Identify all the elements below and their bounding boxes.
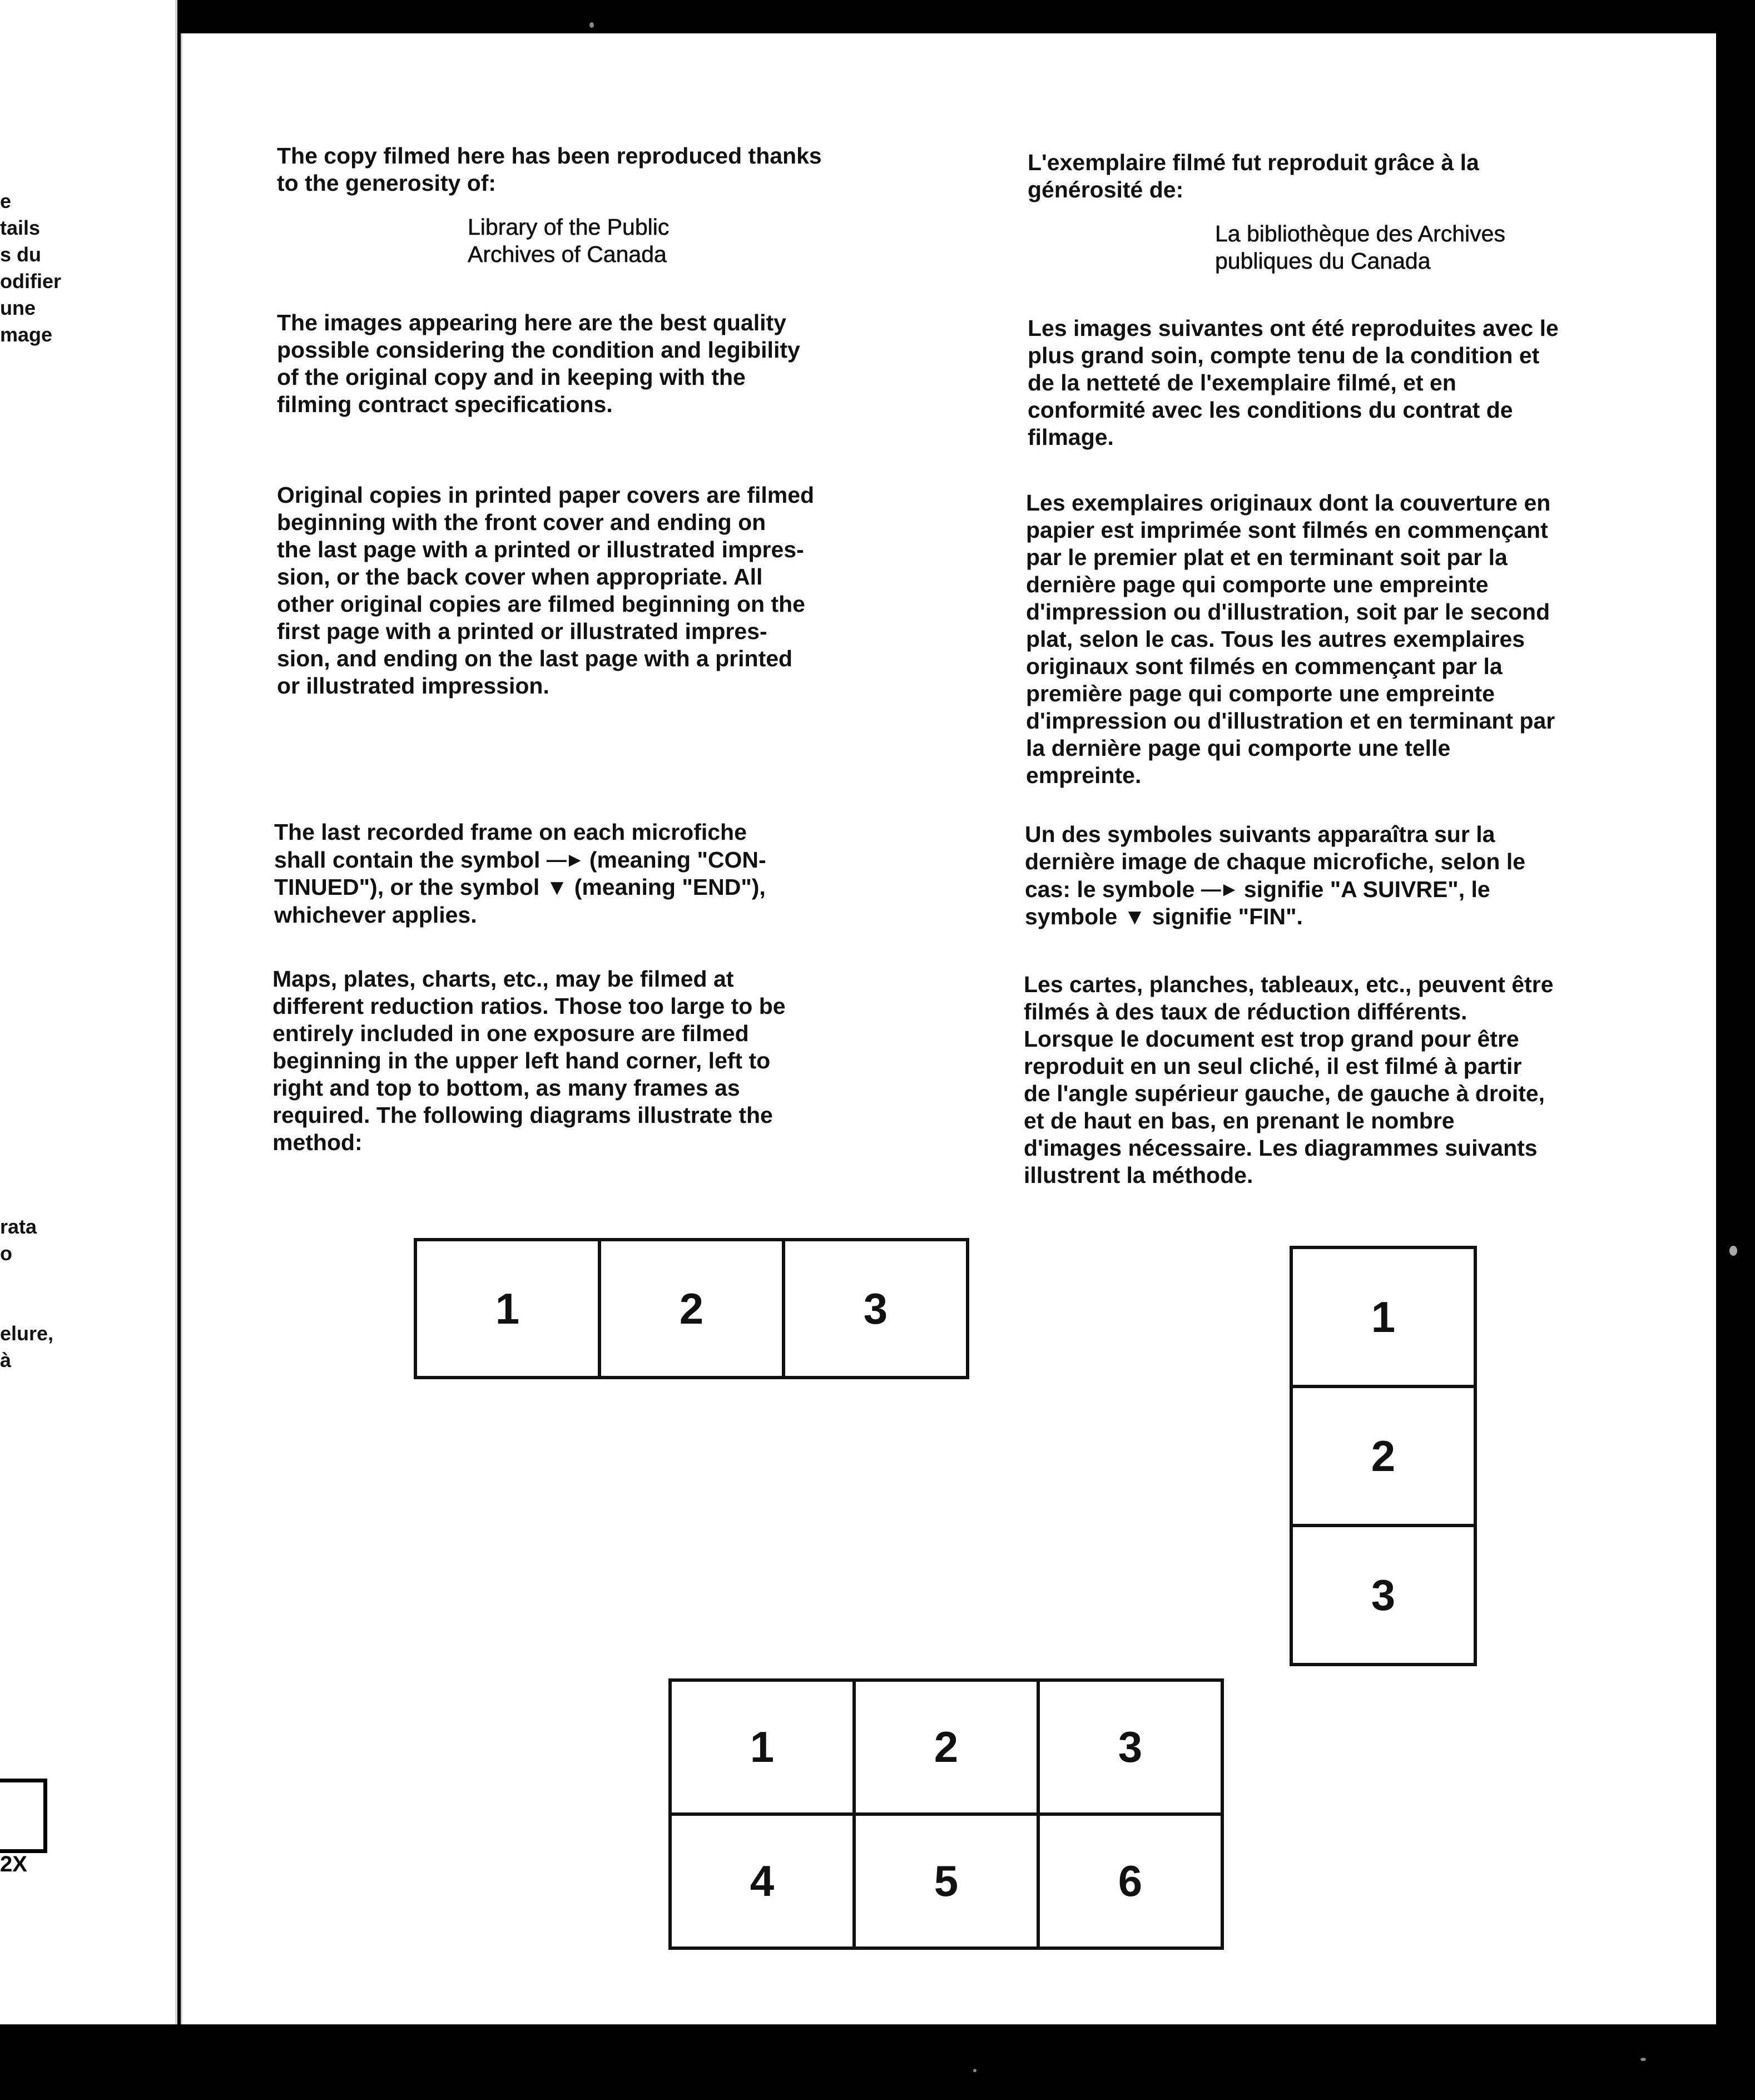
fr-maps-text: Les cartes, planches, tableaux, etc., peuvent être filmés à des taux de réduction différents. Lorsque le document est trop grand pour être reproduit en un seul cliché, il est filmé à partir de l'angle supérieur gauche, de gauche à droite, et de haut en bas, en prenant le nombre d'images nécessaire. Les diagrammes suivants illustrent la méthode. [1024,972,1554,1188]
en-library-text: Library of the Public Archives of Canada [468,214,670,267]
reduction-label: 2X [0,1852,27,1876]
scan-speck [1640,2058,1646,2061]
fr-symbols-line-4-pre: symbole [1025,904,1124,929]
fr-symbols-line-4 [1025,903,1714,931]
fr-intro-text: L'exemplaire filmé fut reproduit grâce à la générosité de: [1028,150,1479,202]
fin-triangle-icon: ▼ [1123,905,1146,929]
fr-quality [1028,315,1717,451]
a-suivre-arrow-icon: —► [1201,878,1238,900]
diagram-cell: 6 [1038,1814,1222,1948]
en-intro-text: The copy filmed here has been reproduced thanks to the generosity of: [277,143,822,196]
end-triangle-icon: ▼ [546,875,568,900]
fr-symbols-line-3-post: signifie "A SUIVRE", le [1237,876,1490,902]
en-symbols-line-1: The last recorded frame on each microfiche [274,819,747,845]
fr-symbols-line-4-post: signifie "FIN". [1146,904,1303,929]
diagram-cell: 3 [784,1240,968,1378]
fr-intro [1028,149,1717,204]
diagram-cell: 2 [599,1240,784,1378]
fr-library [1215,220,1649,275]
diagram-cell: 1 [1291,1247,1475,1386]
fr-symbols-line-2: dernière image de chaque microfiche, selon le [1025,849,1526,874]
en-intro [277,142,928,197]
fr-symbols-line-3-pre: cas: le symbole [1025,876,1201,902]
diagram-cell: 3 [1291,1526,1475,1665]
diagram-cell: 3 [1038,1680,1222,1814]
fr-symbols-line-3 [1025,875,1714,903]
diagram-cell: 4 [670,1814,854,1948]
previous-page-fragment [0,0,177,2024]
diagram-cell: 5 [854,1814,1038,1948]
en-symbols-line-2-pre: shall contain the symbol [274,847,547,873]
en-original [277,482,928,700]
diagram-horizontal [414,1238,969,1379]
left-fragment-text-1: e tails s du odifier une mage [0,190,62,346]
en-quality-text: The images appearing here are the best quality possible considering the condition and legibility of the original copy and in keeping with the filming contract specifications. [277,310,800,417]
continued-arrow-icon: —► [546,848,583,871]
diagram-cell: 1 [415,1240,599,1378]
fr-maps [1024,971,1713,1189]
left-fragment-text-3: elure, à [0,1322,54,1371]
main-page [181,33,1716,2024]
en-symbols-line-3 [274,874,925,902]
en-maps [272,965,923,1156]
diagram-cell: 2 [1291,1386,1475,1526]
diagram-cell: 1 [670,1680,854,1814]
en-symbols-line-3-pre: TINUED"), or the symbol [274,874,546,900]
en-symbols-line-4: whichever applies. [274,902,477,928]
fr-original-text: Les exemplaires originaux dont la couverture en papier est imprimée sont filmés en commençant par le premier plat et en terminant soit par la dernière page qui comporte une empreinte d'impression ou d'illustration, soit par le second plat, selon le cas. Tous les autres exemplaires originaux sont filmés en commençant par la première page qui comporte une empreinte d'impression ou d'illustration et en terminant par la dernière page qui comporte une telle empreinte. [1026,490,1555,788]
en-symbols-line-3-post: (meaning "END"), [568,874,766,900]
en-symbols-line-2 [274,846,925,874]
left-fragment-text-2: rata o [0,1215,37,1265]
fr-quality-text: Les images suivantes ont été reproduites avec le plus grand soin, compte tenu de la condition et de la netteté de l'exemplaire filmé, et en conformité avec les conditions du contrat de filmage. [1028,315,1559,450]
fr-library-text: La bibliothèque des Archives publiques du Canada [1215,221,1505,274]
en-symbols [274,819,925,929]
diagram-cell: 2 [854,1680,1038,1814]
en-original-text: Original copies in printed paper covers are filmed beginning with the front cover and ending on the last page with a printed or illustrated impres- sion, or the back cover when appropriate. All other original copies are filmed beginning on the first page with a printed or illustrated impres- sion, and ending on the last page with a printed or illustrated impression. [277,482,815,699]
scan-speck [973,2069,976,2072]
reduction-box [0,1779,47,1853]
diagram-vertical [1290,1246,1477,1666]
diagram-grid [668,1678,1224,1950]
fr-original [1026,489,1716,789]
scan-speck [1729,1246,1737,1256]
scan-speck [589,22,594,28]
fr-symbols [1025,821,1714,931]
en-symbols-line-2-post: (meaning "CON- [583,847,766,873]
en-quality [277,309,928,418]
en-maps-text: Maps, plates, charts, etc., may be filmed at different reduction ratios. Those too large to be entirely included in one exposure are filmed beginning in the upper left hand corner, left to right and top to bottom, as many frames as required. The following diagrams illustrate the method: [272,966,786,1155]
fr-symbols-line-1: Un des symboles suivants apparaîtra sur la [1025,821,1495,847]
en-library [468,214,857,268]
